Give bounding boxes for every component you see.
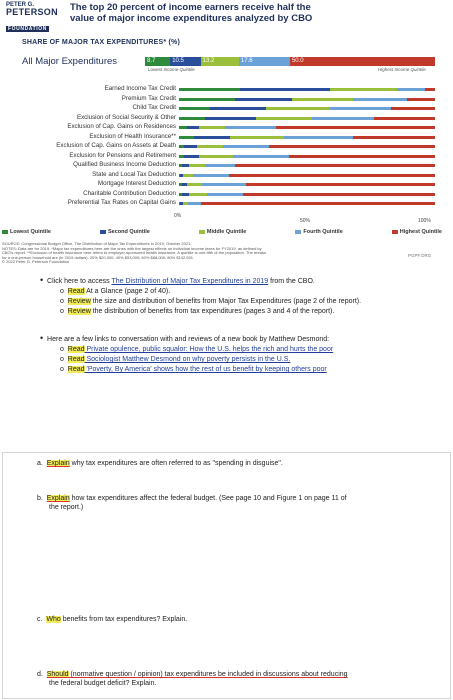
summary-segment: 13.2: [201, 57, 239, 66]
subitem: o Review the size and distribution of benefits from Major Tax Expenditures (page 2 of the report).: [60, 298, 362, 305]
category-label: Exclusion of Social Security & Other: [76, 113, 176, 121]
question-d: d. Should (normative question / opinion) tax expenditures be included in discussions about reducing: [37, 671, 348, 678]
bar-segment: [182, 164, 190, 167]
bar-segment: [182, 193, 190, 196]
tick-label-0: 0%: [174, 213, 182, 219]
bar-segment: [397, 88, 425, 91]
bar-segment: [210, 107, 266, 110]
bar-segment: [240, 88, 330, 91]
category-bar: [179, 155, 435, 158]
summary-segment: 8.7: [145, 57, 170, 66]
bar-segment: [353, 98, 407, 101]
legend-item: Highest Quintile: [392, 229, 442, 235]
question-d-box[interactable]: [2, 664, 451, 699]
question-b-cont: the report.): [49, 504, 84, 511]
bullet-icon: •: [40, 275, 44, 285]
summary-segment: 50.0: [290, 57, 435, 66]
bar-segment: [353, 136, 435, 139]
legend-swatch: [199, 230, 205, 234]
subitem: o Review the distribution of benefits from tax expenditures (pages 3 and 4 of the report).: [60, 308, 335, 315]
source-line: © 2022 Peter G. Peterson Foundation: [2, 259, 70, 265]
all-major-label: All Major Expenditures: [22, 56, 118, 67]
bar-segment: [230, 136, 284, 139]
category-label: Child Tax Credit: [132, 104, 176, 111]
bar-segment: [179, 117, 205, 120]
chart-legend: [2, 229, 442, 235]
bar-segment: [179, 107, 210, 110]
question-d-cont: the federal budget deficit? Explain.: [49, 680, 157, 687]
bar-segment: [183, 174, 193, 177]
bar-segment: [199, 126, 225, 129]
bar-segment: [269, 145, 435, 148]
bar-segment: [225, 126, 276, 129]
bar-segment: [187, 183, 202, 186]
logo-line-3: FOUNDATION: [8, 26, 47, 32]
category-bar: [179, 193, 435, 196]
pgpf-logo: [6, 2, 64, 32]
bar-segment: [374, 117, 435, 120]
chart-source: [2, 242, 442, 265]
summary-segment: 17.6: [239, 57, 290, 66]
circle-bullet-icon: o: [60, 308, 64, 315]
category-label: Earned Income Tax Credit: [104, 85, 176, 92]
headline-line-1: The top 20 percent of income earners receive half the: [70, 2, 311, 13]
bar-segment: [207, 193, 243, 196]
bar-segment: [201, 202, 435, 205]
category-bar: [179, 136, 435, 139]
bar-segment: [179, 126, 187, 129]
category-bar: [179, 183, 435, 186]
category-bar: [179, 98, 435, 101]
cbo-report-link[interactable]: The Distribution of Major Tax Expenditures in 2019: [111, 278, 269, 285]
tick-label-100: 100%: [418, 218, 431, 224]
bar-segment: [312, 117, 373, 120]
bar-segment: [391, 107, 435, 110]
bar-segment: [292, 98, 353, 101]
category-bar: [179, 117, 435, 120]
category-label: Mortgage Interest Deduction: [97, 180, 176, 187]
high-income-annotation: Highest Income Quintile: [378, 67, 426, 72]
bar-segment: [189, 164, 204, 167]
circle-bullet-icon: o: [60, 346, 64, 353]
bar-segment: [202, 183, 246, 186]
category-label: Exclusion of Health Insurance**: [89, 132, 176, 140]
article-link[interactable]: Private opulence, public squalor: How the U.S. helps the rich and hurts the poor: [84, 346, 334, 353]
bar-segment: [229, 174, 435, 177]
category-bar: [179, 202, 435, 205]
circle-bullet-icon: o: [60, 288, 64, 295]
category-label: Premium Tax Credit: [121, 94, 176, 102]
bar-segment: [205, 164, 236, 167]
category-label: Exclusion of Cap. Gains on Residences: [67, 123, 176, 130]
tick-label-50: 50%: [300, 218, 311, 224]
article-link[interactable]: 'Poverty, By America' shows how the rest of us benefit by keeping others poor: [84, 366, 327, 373]
desmond-link-item: o Read Private opulence, public squalor: How the U.S. helps the rich and hurts the poor: [60, 346, 334, 353]
legend-swatch: [295, 230, 301, 234]
category-label: State and Local Tax Deduction: [92, 170, 176, 178]
category-bar: [179, 174, 435, 177]
question-b: b. Explain how tax expenditures affect the federal budget. (See page 10 and Figure 1 on page 11 of: [37, 495, 347, 502]
all-major-stacked-bar: [145, 57, 435, 66]
bar-segment: [243, 193, 435, 196]
legend-item: Fourth Quintile: [295, 229, 342, 235]
legend-swatch: [392, 230, 398, 234]
subitem: o Read At a Glance (page 2 of 40).: [60, 288, 171, 295]
bar-segment: [330, 107, 391, 110]
bar-segment: [276, 126, 435, 129]
category-label: Charitable Contribution Deduction: [83, 189, 176, 197]
bar-segment: [407, 98, 435, 101]
chart-headline: [70, 2, 390, 24]
bar-segment: [179, 98, 235, 101]
bar-segment: [194, 136, 230, 139]
category-label: Preferential Tax Rates on Capital Gains: [67, 199, 176, 206]
category-label: Exclusion of Cap. Gains on Assets at Death: [56, 142, 176, 149]
bar-segment: [179, 88, 240, 91]
source-line: NOTES: Data are for 2019. *Major tax expenditures here are the ones with the largest effects on individual income taxes for FY2019, as defined by: [2, 245, 262, 251]
desmond-link-item: o Read Sociologist Matthew Desmond on why poverty persists in the U.S.: [60, 356, 291, 363]
bar-segment: [223, 145, 269, 148]
cbo-intro: • Click here to access The Distribution of Major Tax Expenditures in 2019 from the CBO.: [40, 275, 315, 285]
article-link[interactable]: Sociologist Matthew Desmond on why poverty persists in the U.S.: [84, 356, 291, 363]
legend-swatch: [100, 230, 106, 234]
bar-segment: [235, 98, 291, 101]
bar-segment: [189, 193, 207, 196]
source-line: for a one-person household are (in 2019 dollars): 20% $20,000; 40% $53,000; 60% $88,000; 80% $142,501.: [2, 254, 195, 260]
category-bar: [179, 164, 435, 167]
bar-segment: [256, 117, 312, 120]
summary-segment: 10.5: [170, 57, 200, 66]
bar-segment: [246, 183, 435, 186]
question-a: a. Explain why tax expenditures are often referred to as "spending in disguise".: [37, 460, 283, 467]
question-b-box[interactable]: [2, 490, 451, 603]
low-income-annotation: Lowest Income Quintile: [148, 67, 195, 72]
headline-line-2: value of major income expenditures analyzed by CBO: [70, 13, 313, 24]
category-bar: [179, 145, 435, 148]
category-bar: [179, 107, 435, 110]
question-c-box[interactable]: [2, 602, 451, 665]
bar-segment: [187, 126, 200, 129]
bar-segment: [184, 145, 197, 148]
bar-segment: [188, 202, 201, 205]
legend-item: Second Quintile: [100, 229, 150, 235]
bar-segment: [197, 145, 223, 148]
legend-item: Lowest Quintile: [2, 229, 51, 235]
bar-segment: [199, 155, 232, 158]
source-line: CBO's report. **Exclusion of health insurance here refers to employer-sponsored health insurance. A quintile is one-fifth of the population. The breaks: [2, 250, 266, 256]
legend-item: Middle Quintile: [199, 229, 246, 235]
bar-segment: [184, 155, 199, 158]
category-label: Qualified Business Income Deduction: [73, 161, 176, 168]
desmond-intro: • Here are a few links to conversation with and reviews of a new book by Matthew Desmond:: [40, 333, 330, 343]
circle-bullet-icon: o: [60, 366, 64, 373]
desmond-link-item: o Read 'Poverty, By America' shows how the rest of us benefit by keeping others poor: [60, 366, 327, 373]
bar-segment: [193, 174, 229, 177]
bar-segment: [284, 136, 353, 139]
chart-title: SHARE OF MAJOR TAX EXPENDITURES* (%): [22, 39, 180, 46]
circle-bullet-icon: o: [60, 298, 64, 305]
category-bar: [179, 126, 435, 129]
source-line: SOURCE: Congressional Budget Office, The Distribution of Major Tax Expenditures in 2019, October 2021.: [2, 241, 192, 246]
bar-segment: [425, 88, 435, 91]
logo-line-1: PETER G.: [6, 2, 35, 8]
bullet-icon: •: [40, 333, 44, 343]
bar-segment: [179, 136, 194, 139]
bar-segment: [289, 155, 435, 158]
logo-line-2: PETERSON: [6, 7, 58, 17]
legend-swatch: [2, 230, 8, 234]
bar-segment: [266, 107, 330, 110]
bar-segment: [330, 88, 397, 91]
pgpf-credit: PGPF.ORG: [408, 253, 432, 258]
bar-segment: [205, 117, 256, 120]
circle-bullet-icon: o: [60, 356, 64, 363]
category-bar: [179, 88, 435, 91]
question-c: c. Who benefits from tax expenditures? Explain.: [37, 616, 188, 623]
bar-segment: [235, 164, 435, 167]
bar-segment: [233, 155, 289, 158]
category-label: Exclusion for Pensions and Retirement: [69, 151, 176, 159]
